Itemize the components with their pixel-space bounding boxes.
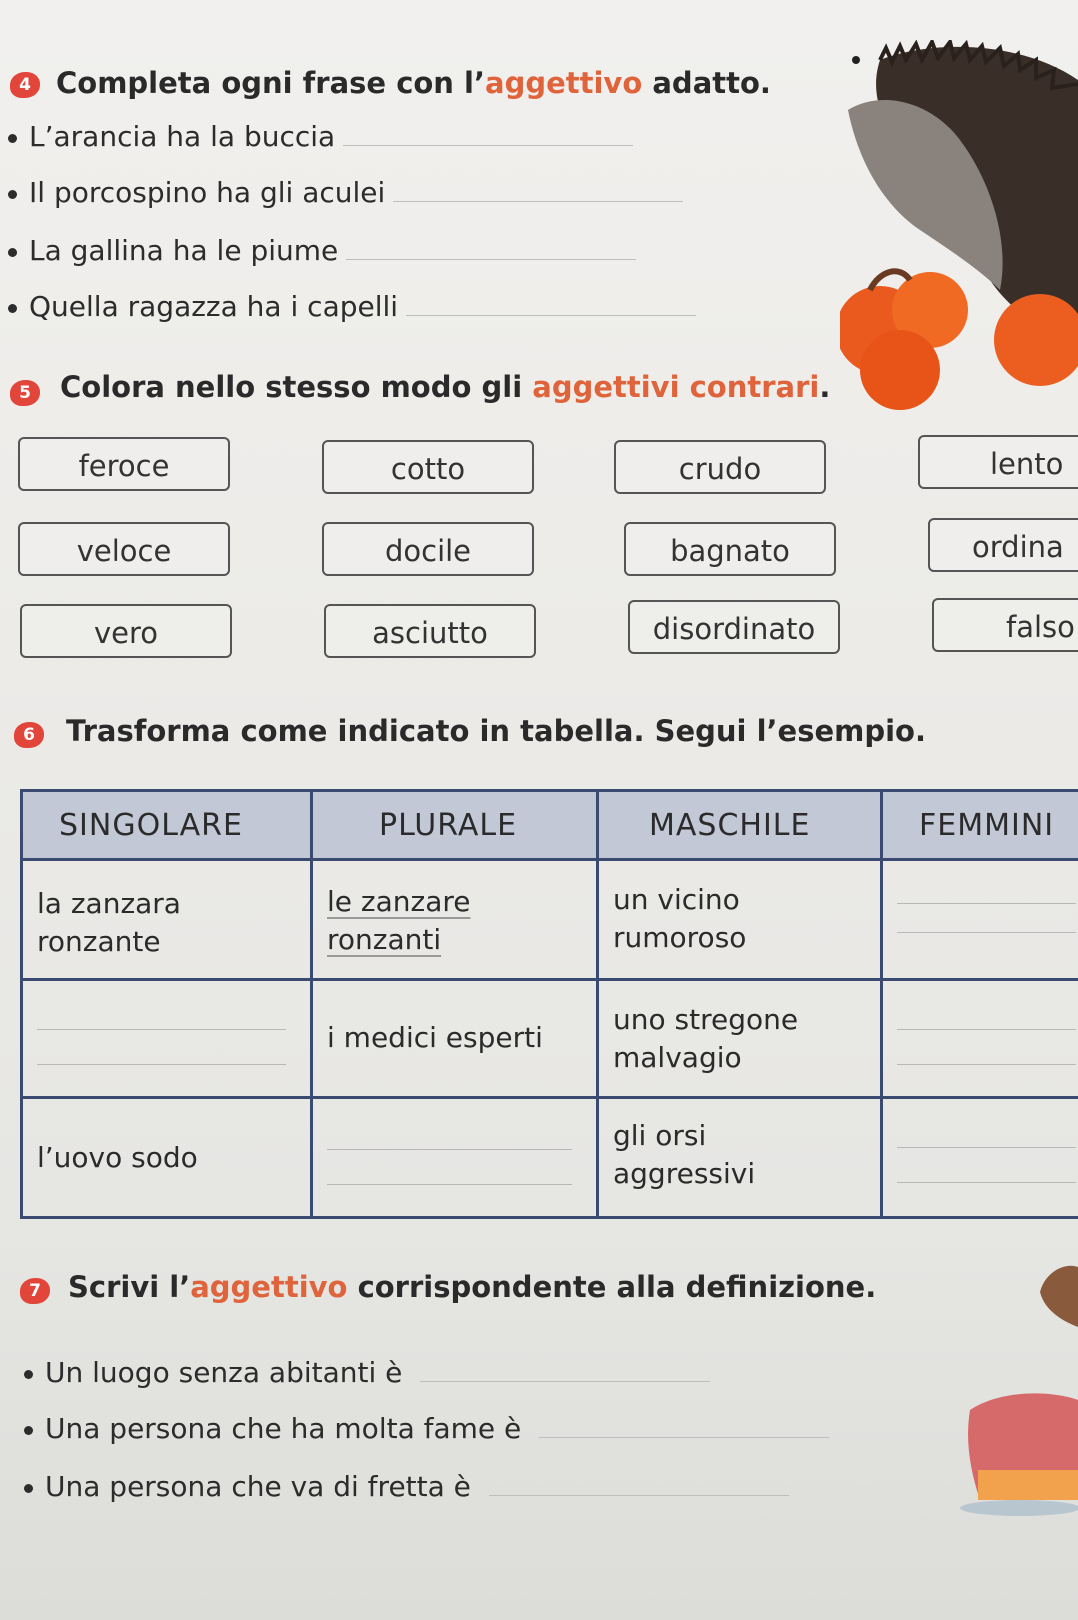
answer-blank[interactable]: [37, 1030, 286, 1065]
exercise-4-title-accent: aggettivo: [485, 66, 643, 100]
item-text: Un luogo senza abitanti è: [45, 1356, 403, 1389]
cell-singolare: [22, 1098, 312, 1218]
exercise-6-badge: 6: [14, 722, 44, 748]
item-text: Una persona che ha molta fame è: [45, 1412, 522, 1445]
transform-table: [20, 789, 1078, 1219]
table-row: [22, 1098, 1078, 1218]
cell-line: le zanzare: [327, 885, 471, 918]
bullet-icon: [24, 1370, 33, 1379]
answer-blank[interactable]: [897, 1030, 1076, 1065]
exercise-4-title: [56, 66, 771, 100]
cell-plurale: [312, 860, 598, 980]
cake-illustration: [960, 1390, 1078, 1520]
cell-line: gli orsi: [613, 1119, 707, 1152]
cell-line: uno stregone: [613, 1003, 799, 1036]
column-header-singolare: SINGOLARE: [22, 791, 312, 860]
answer-blank[interactable]: [897, 1148, 1076, 1183]
bullet-icon: [8, 304, 17, 313]
cell-maschile: [598, 860, 882, 980]
word-box[interactable]: cotto: [322, 440, 534, 494]
answer-blank[interactable]: [343, 125, 633, 146]
bullet-icon: [8, 248, 17, 257]
exercise-4-item: [8, 290, 696, 323]
cell-femminile[interactable]: [882, 1098, 1078, 1218]
exercise-5-badge: 5: [10, 380, 40, 406]
cell-femminile[interactable]: [882, 980, 1078, 1098]
answer-blank[interactable]: [327, 1150, 572, 1185]
cell-line: ronzanti: [327, 923, 442, 956]
cell-maschile: [598, 980, 882, 1098]
hedgehog-illustration: [840, 40, 1078, 410]
exercise-4-item: [8, 120, 633, 153]
answer-blank[interactable]: [327, 1115, 572, 1150]
answer-blank[interactable]: [489, 1475, 789, 1496]
cell-line: un vicino: [613, 883, 740, 916]
exercise-7-item: [24, 1412, 829, 1445]
answer-blank[interactable]: [393, 181, 683, 202]
word-box[interactable]: disordinato: [628, 600, 840, 654]
word-box[interactable]: docile: [322, 522, 534, 576]
exercise-6-title: Trasforma come indicato in tabella. Segui l’esempio.: [66, 714, 926, 748]
cell-plurale: [312, 980, 598, 1098]
item-text: Il porcospino ha gli aculei: [29, 176, 386, 209]
answer-blank[interactable]: [37, 995, 286, 1030]
cell-maschile: [598, 1098, 882, 1218]
exercise-4-item: [8, 234, 636, 267]
answer-blank[interactable]: [897, 1113, 1076, 1148]
cell-line: aggressivi: [613, 1157, 756, 1190]
answer-blank[interactable]: [897, 875, 1076, 904]
word-box[interactable]: asciutto: [324, 604, 536, 658]
exercise-5-title-accent: aggettivi contrari: [532, 370, 820, 404]
answer-blank[interactable]: [539, 1417, 829, 1438]
cell-line: i medici esperti: [327, 1021, 543, 1054]
cell-line: la zanzara: [37, 887, 181, 920]
answer-blank[interactable]: [897, 904, 1076, 933]
exercise-4-badge: 4: [10, 72, 40, 98]
exercise-7-item: [24, 1470, 789, 1503]
cell-plurale[interactable]: [312, 1098, 598, 1218]
item-text: La gallina ha le piume: [29, 234, 339, 267]
exercise-4-title-end: adatto.: [642, 66, 771, 100]
column-header-maschile: MASCHILE: [598, 791, 882, 860]
answer-blank[interactable]: [897, 995, 1076, 1030]
word-box[interactable]: lento: [918, 435, 1078, 489]
pastry-illustration: [1035, 1262, 1078, 1332]
exercise-7-item: [24, 1356, 710, 1389]
item-text: L’arancia ha la buccia: [29, 120, 336, 153]
word-box[interactable]: vero: [20, 604, 232, 658]
word-box[interactable]: veloce: [18, 522, 230, 576]
table-row: [22, 980, 1078, 1098]
column-header-plurale: PLURALE: [312, 791, 598, 860]
bullet-icon: [8, 134, 17, 143]
cell-line: rumoroso: [613, 921, 747, 954]
word-box[interactable]: bagnato: [624, 522, 836, 576]
table-row: [22, 860, 1078, 980]
word-box[interactable]: feroce: [18, 437, 230, 491]
exercise-7-title-text: Scrivi l’: [68, 1270, 191, 1304]
table-header-row: [22, 791, 1078, 860]
exercise-4-item: [8, 176, 683, 209]
exercise-7-title-accent: aggettivo: [190, 1270, 348, 1304]
column-header-femminile: FEMMINI: [882, 791, 1078, 860]
word-box[interactable]: crudo: [614, 440, 826, 494]
bullet-icon: [24, 1484, 33, 1493]
cell-singolare[interactable]: [22, 980, 312, 1098]
cell-line: ronzante: [37, 925, 161, 958]
exercise-5-title-text: Colora nello stesso modo gli: [60, 370, 533, 404]
bullet-icon: [8, 190, 17, 199]
cell-line: l’uovo sodo: [37, 1141, 198, 1174]
cell-line: malvagio: [613, 1041, 742, 1074]
exercise-7-title-end: corrispondente alla definizione.: [347, 1270, 877, 1304]
answer-blank[interactable]: [420, 1361, 710, 1382]
cell-singolare: [22, 860, 312, 980]
word-box[interactable]: falso: [932, 598, 1078, 652]
exercise-4-title-text: Completa ogni frase con l’: [56, 66, 486, 100]
cell-femminile[interactable]: [882, 860, 1078, 980]
answer-blank[interactable]: [346, 239, 636, 260]
bullet-icon: [24, 1426, 33, 1435]
answer-blank[interactable]: [406, 295, 696, 316]
exercise-5-title-end: .: [819, 370, 831, 404]
exercise-7-badge: 7: [20, 1278, 50, 1304]
word-box[interactable]: ordina: [928, 518, 1078, 572]
exercise-7-title: [68, 1270, 876, 1304]
item-text: Quella ragazza ha i capelli: [29, 290, 399, 323]
item-text: Una persona che va di fretta è: [45, 1470, 471, 1503]
exercise-5-title: [60, 370, 830, 404]
